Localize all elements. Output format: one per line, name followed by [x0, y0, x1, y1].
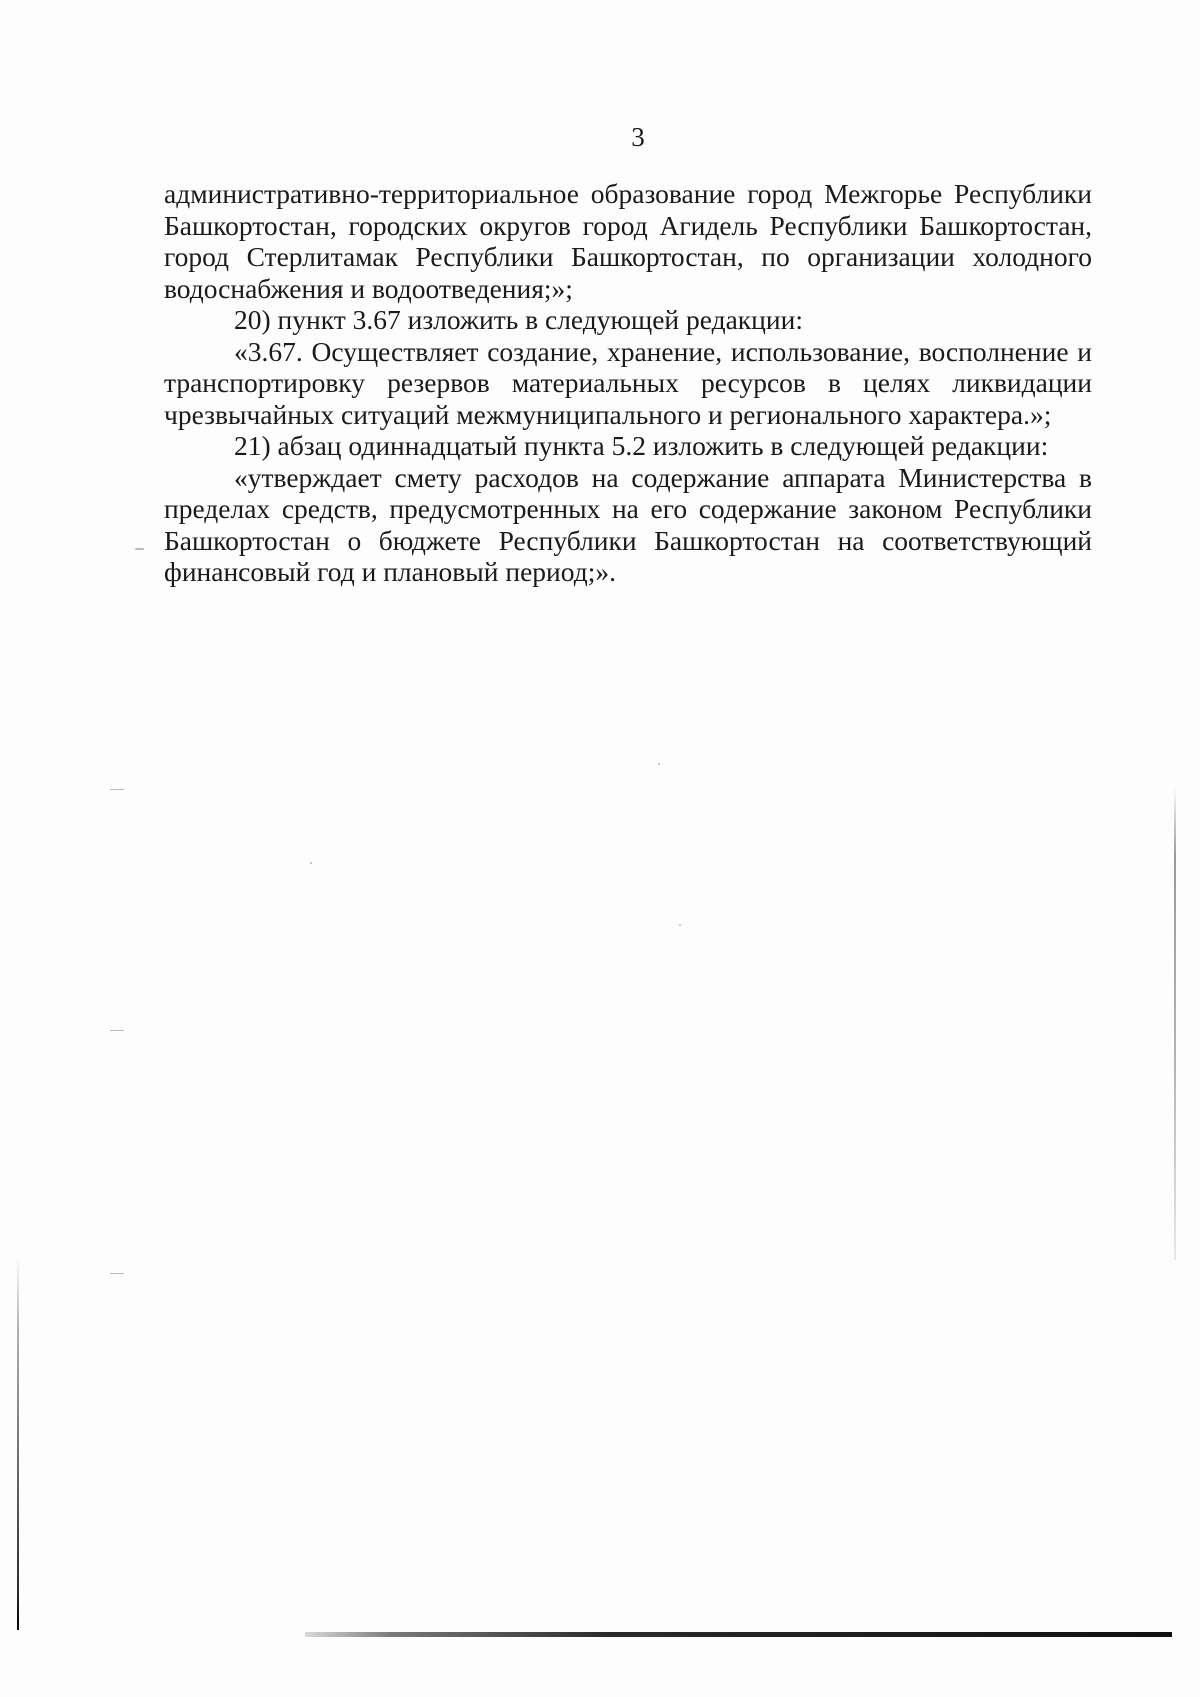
scan-speck — [135, 548, 144, 550]
document-body — [164, 178, 1092, 588]
page-number: 3 — [631, 122, 645, 152]
paragraph-continuation: административно-территориальное образование город Межгорье Республики Башкортостан, городских округов город Агидель Республики Башкортостан, город Стерлитамак Республики Башкортостан, по организации холодного водоснабжения и водоотведения;»; — [164, 178, 1092, 304]
scan-speck — [110, 789, 124, 790]
scan-edge-right — [1174, 785, 1176, 1260]
scan-speck — [110, 1030, 124, 1031]
paragraph-item-21: 21) абзац одиннадцатый пункта 5.2 изложить в следующей редакции: — [234, 430, 1049, 461]
scan-speck — [658, 763, 660, 765]
scan-speck — [310, 862, 312, 864]
scan-edge-left — [17, 1255, 19, 1630]
paragraph-clause-3-67: «3.67. Осуществляет создание, хранение, использование, восполнение и транспортировку резервов материальных ресурсов в целях ликвидации чрезвычайных ситуаций межмуниципального и регионального характера.»; — [164, 335, 1092, 430]
scan-speck — [110, 1273, 124, 1274]
scan-speck — [679, 924, 681, 926]
paragraph-item-20: 20) пункт 3.67 изложить в следующей редакции: — [234, 304, 803, 335]
scan-edge-bottom — [305, 1632, 1172, 1637]
paragraph-clause-5-2: «утверждает смету расходов на содержание аппарата Министерства в пределах средств, предусмотренных на его содержание законом Республики Башкортостан о бюджете Республики Башкортостан на соответствующий финансовый год и плановый период;». — [164, 461, 1092, 587]
